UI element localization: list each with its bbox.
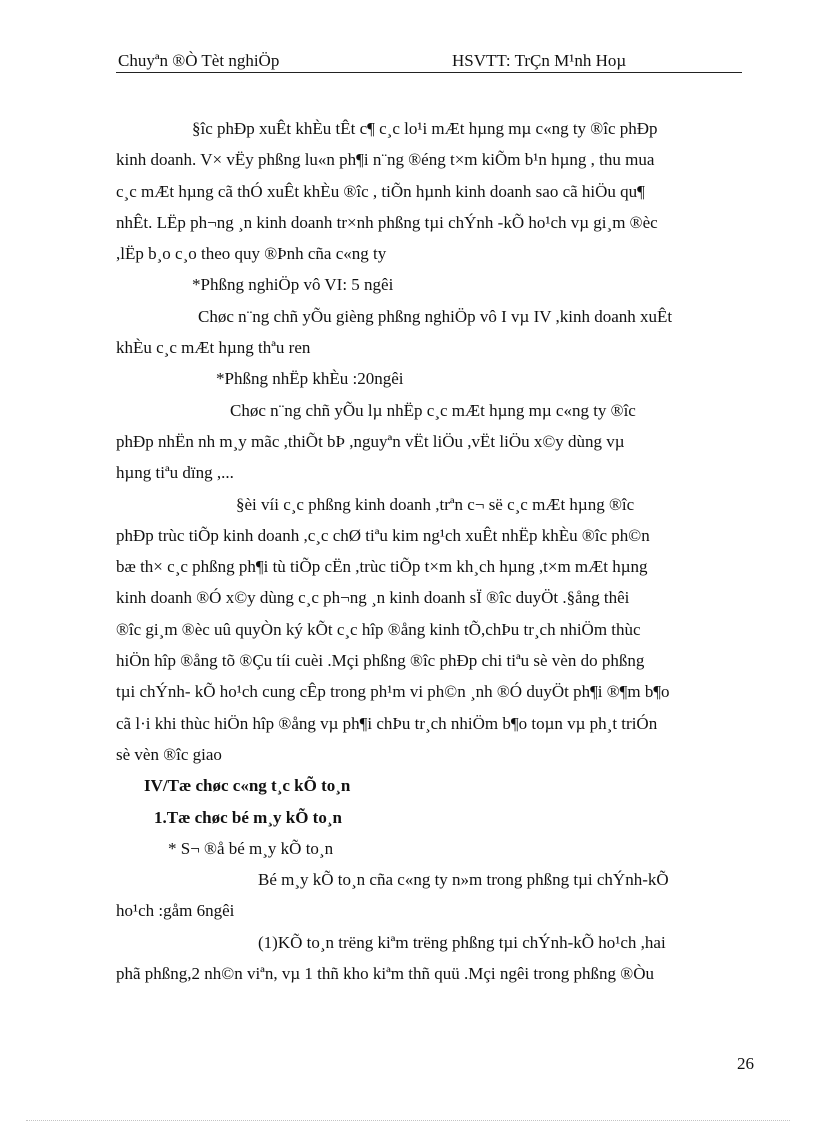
- subsection-heading: * S¬ ®å bé m¸y kÕ to¸n: [168, 838, 334, 858]
- text-line: §èi víi c¸c phßng kinh doanh ,trªn c¬ së c¸c mÆt hµng ®îc: [236, 494, 635, 514]
- text-line: kinh doanh. V× vËy phßng lu«n ph¶i n¨ng ®éng t×m kiÕm b¹n hµng , thu mua: [116, 150, 655, 170]
- text-line: kinh doanh ®Ó x©y dùng c¸c ph¬ng ¸n kinh doanh sÏ ®îc duyÖt .§ång thêi: [116, 588, 630, 608]
- page-bottom-divider: [26, 1120, 790, 1121]
- text-line: Bé m¸y kÕ to¸n cña c«ng ty n»m trong phßng tµi chÝnh-kÕ: [258, 870, 669, 890]
- text-line: ,lËp b¸o c¸o theo quy ®Þnh cña c«ng ty: [116, 244, 387, 264]
- text-line: phÐp trùc tiÕp kinh doanh ,c¸c chØ tiªu kim ng¹ch xuÊt nhËp khÈu ®îc ph©n: [116, 525, 650, 545]
- text-line: hµng tiªu dïng ,...: [116, 463, 234, 483]
- text-line: *Phßng nhËp khÈu :20ngêi: [216, 369, 404, 389]
- text-line: bæ th× c¸c phßng ph¶i tù tiÕp cËn ,trùc tiÕp t×m kh¸ch hµng ,t×m mÆt hµng: [116, 557, 648, 577]
- text-line: phÐp nhËn nh m¸y mãc ,thiÕt bÞ ,nguyªn vËt liÖu ,vËt liÖu x©y dùng vµ: [116, 431, 625, 451]
- text-line: ®îc gi¸m ®èc uû quyÒn ký kÕt c¸c hîp ®ång kinh tÕ,chÞu tr¸ch nhiÖm thùc: [116, 619, 641, 639]
- text-line: sè vèn ®îc giao: [116, 744, 222, 764]
- subsection-heading: 1.Tæ chøc bé m¸y kÕ to¸n: [154, 807, 342, 827]
- text-line: hiÖn hîp ®ång tõ ®Çu tíi cuèi .Mçi phßng ®îc phÐp chi tiªu sè vèn do phßng: [116, 651, 645, 671]
- text-line: Chøc n¨ng chñ yÕu gièng phßng nghiÖp vô I vµ IV ,kinh doanh xuÊt: [198, 306, 673, 326]
- text-line: cã l·i khi thùc hiÖn hîp ®ång vµ ph¶i chÞu tr¸ch nhiÖm b¶o toµn vµ ph¸t triÓn: [116, 713, 658, 733]
- document-body: [116, 113, 770, 989]
- section-heading: IV/Tæ chøc c«ng t¸c kÕ to¸n: [144, 776, 351, 796]
- text-line: khÈu c¸c mÆt hµng thªu ren: [116, 338, 311, 358]
- header-author: HSVTT: TrÇn M¹nh Hoµ: [452, 51, 627, 70]
- header-document-title: Chuyªn ®Ò Tèt nghiÖp: [118, 51, 280, 70]
- text-line: Chøc n¨ng chñ yÕu lµ nhËp c¸c mÆt hµng mµ c«ng ty ®îc: [230, 400, 636, 420]
- page-header: [116, 50, 742, 73]
- text-line: *Phßng nghiÖp vô VI: 5 ngêi: [192, 275, 394, 295]
- text-line: ho¹ch :gåm 6ngêi: [116, 901, 235, 921]
- text-line: c¸c mÆt hµng cã thÓ xuÊt khÈu ®îc , tiÕn hµnh kinh doanh sao cã hiÖu qu¶: [116, 181, 645, 201]
- text-line: phã phßng,2 nh©n viªn, vµ 1 thñ kho kiªm thñ quü .Mçi ngêi trong phßng ®Òu: [116, 964, 654, 984]
- text-line: §îc phÐp xuÊt khÈu tÊt c¶ c¸c lo¹i mÆt hµng mµ c«ng ty ®îc phÐp: [192, 119, 658, 138]
- text-line: tµi chÝnh- kÕ ho¹ch cung cÊp trong ph¹m vi ph©n ¸nh ®Ó duyÖt ph¶i ®¶m b¶o: [116, 682, 670, 702]
- text-line: nhÊt. LËp ph¬ng ¸n kinh doanh tr×nh phßng tµi chÝnh -kÕ ho¹ch vµ gi¸m ®èc: [116, 212, 658, 232]
- text-line: (1)KÕ to¸n trëng kiªm trëng phßng tµi chÝnh-kÕ ho¹ch ,hai: [258, 932, 666, 952]
- page-number: 26: [737, 1054, 754, 1073]
